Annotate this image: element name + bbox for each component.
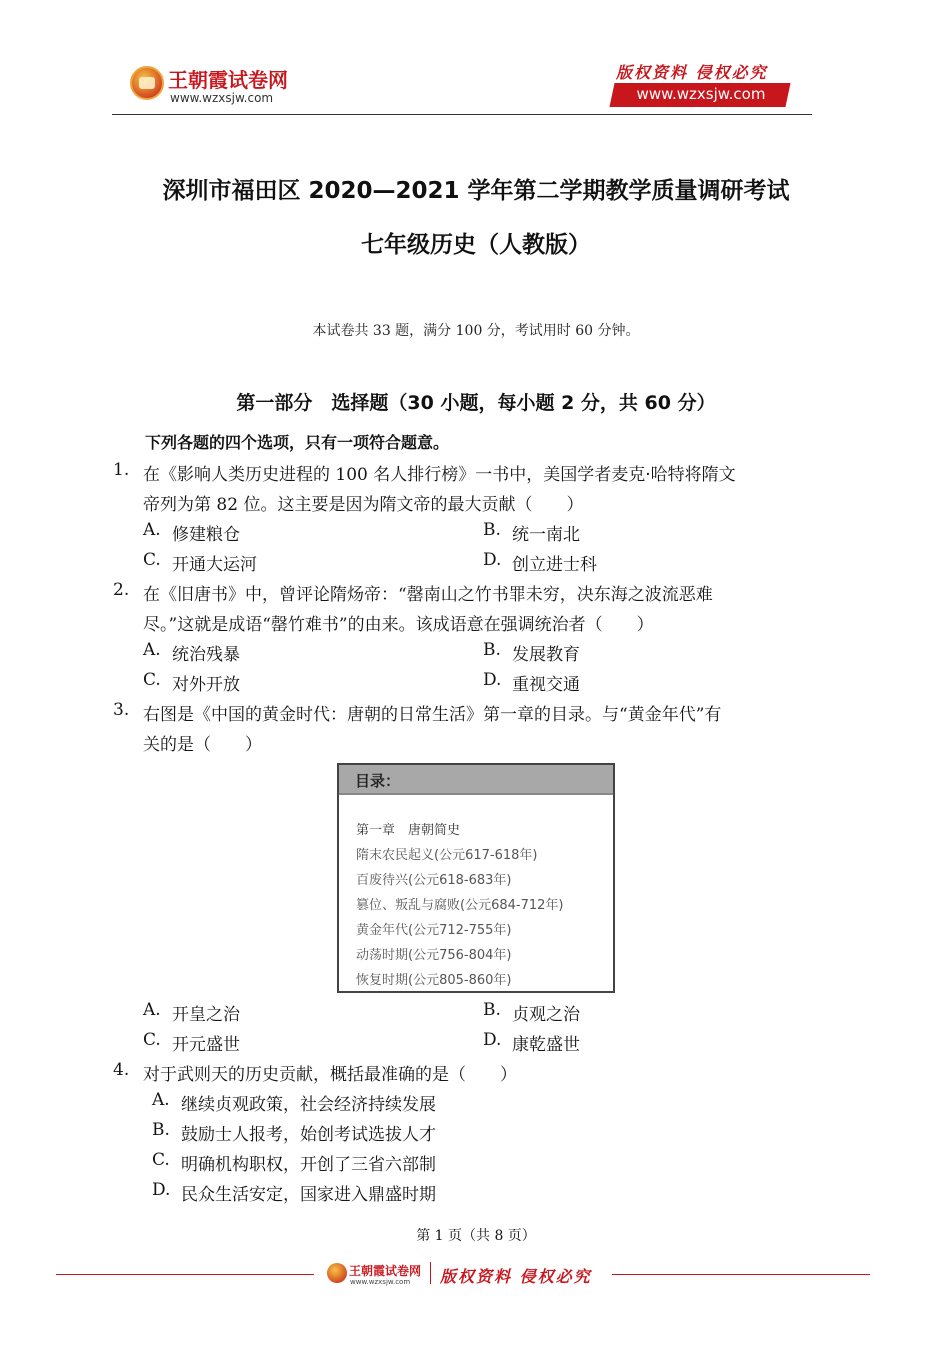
option-text: 贞观之治: [512, 1005, 580, 1025]
option-letter: C.: [143, 670, 161, 690]
question-stem-line: 对于武则天的历史贡献，概括最准确的是（ ）: [143, 1065, 517, 1085]
option-letter: B.: [483, 520, 501, 540]
option-text: 鼓励士人报考，始创考试选拔人才: [181, 1125, 436, 1145]
option-letter: B.: [152, 1120, 170, 1140]
footer-rule-right: [612, 1274, 870, 1275]
toc-header: [339, 765, 613, 795]
question-number: 1.: [113, 460, 130, 480]
header-copyright-notice: 版权资料 侵权必究: [616, 63, 768, 82]
question-stem-line: 帝列为第 82 位。这主要是因为隋文帝的最大贡献（ ）: [143, 495, 584, 515]
footer-copyright-notice: 版权资料 侵权必究: [440, 1267, 592, 1286]
option-text: 开通大运河: [172, 555, 257, 575]
toc-item: 黄金年代(公元712-755年): [356, 923, 512, 938]
footer-logo-url: www.wzxsjw.com: [350, 1278, 411, 1286]
toc-item: 动荡时期(公元756-804年): [356, 948, 512, 963]
toc-item: 百废待兴(公元618-683年): [356, 873, 512, 888]
footer-logo-name: 王朝霞试卷网: [349, 1264, 422, 1278]
question-stem-line: 关的是（ ）: [143, 735, 262, 755]
footer-logo-emblem: [327, 1263, 347, 1283]
option-letter: C.: [143, 550, 161, 570]
option-text: 创立进士科: [512, 555, 597, 575]
option-letter: C.: [143, 1030, 161, 1050]
option-text: 明确机构职权，开创了三省六部制: [181, 1155, 436, 1175]
option-letter: D.: [152, 1180, 171, 1200]
toc-item: 篡位、叛乱与腐败(公元684-712年): [356, 898, 564, 913]
toc-item: 隋末农民起义(公元617-618年): [356, 848, 538, 863]
option-letter: B.: [483, 640, 501, 660]
question-stem-line: 尽。”这就是成语“罄竹难书”的由来。该成语意在强调统治者（ ）: [143, 615, 654, 635]
question-stem-line: 在《影响人类历史进程的 100 名人排行榜》一书中，美国学者麦克·哈特将隋文: [143, 465, 736, 485]
site-logo-url: www.wzxsjw.com: [170, 91, 274, 105]
option-letter: D.: [483, 1030, 502, 1050]
option-text: 统一南北: [512, 525, 580, 545]
option-letter: D.: [483, 670, 502, 690]
page-number: 第 1 页（共 8 页）: [416, 1228, 536, 1244]
option-text: 开元盛世: [172, 1035, 240, 1055]
question-stem-line: 在《旧唐书》中，曾评论隋炀帝：“罄南山之竹书罪未穷，决东海之波流恶难: [143, 585, 713, 605]
option-letter: D.: [483, 550, 502, 570]
option-letter: A.: [152, 1090, 170, 1110]
option-letter: A.: [143, 520, 161, 540]
table-of-contents-figure: [337, 763, 615, 993]
exam-subtitle: 七年级历史（人教版）: [361, 232, 591, 258]
option-text: 继续贞观政策，社会经济持续发展: [181, 1095, 436, 1115]
option-letter: A.: [143, 1000, 161, 1020]
section-instruction: 下列各题的四个选项，只有一项符合题意。: [145, 433, 450, 452]
option-letter: B.: [483, 1000, 501, 1020]
option-text: 重视交通: [512, 675, 580, 695]
exam-title: 深圳市福田区 2020—2021 学年第二学期教学质量调研考试: [162, 178, 790, 204]
option-text: 对外开放: [172, 675, 240, 695]
question-stem-line: 右图是《中国的黄金时代：唐朝的日常生活》第一章的目录。与“黄金年代”有: [143, 705, 722, 725]
toc-item: 恢复时期(公元805-860年): [356, 973, 512, 988]
site-logo-emblem: [130, 66, 164, 100]
question-number: 3.: [113, 700, 130, 720]
question-number: 4.: [113, 1060, 130, 1080]
option-text: 民众生活安定，国家进入鼎盛时期: [181, 1185, 436, 1205]
option-text: 发展教育: [512, 645, 580, 665]
exam-note: 本试卷共 33 题，满分 100 分，考试用时 60 分钟。: [312, 323, 640, 339]
footer-separator: [430, 1262, 431, 1284]
header-divider: [112, 114, 812, 115]
toc-heading: 目录：: [355, 772, 401, 790]
option-text: 开皇之治: [172, 1005, 240, 1025]
site-logo-name: 王朝霞试卷网: [168, 68, 288, 92]
toc-item: 第一章 唐朝简史: [356, 823, 461, 838]
option-text: 修建粮仓: [172, 525, 240, 545]
header-url-text: www.wzxsjw.com: [636, 85, 766, 103]
option-text: 统治残暴: [172, 645, 240, 665]
option-text: 康乾盛世: [512, 1035, 580, 1055]
question-number: 2.: [113, 580, 130, 600]
footer-rule-left: [56, 1274, 314, 1275]
option-letter: A.: [143, 640, 161, 660]
section-title: 第一部分 选择题（30 小题，每小题 2 分，共 60 分）: [236, 392, 716, 414]
option-letter: C.: [152, 1150, 170, 1170]
